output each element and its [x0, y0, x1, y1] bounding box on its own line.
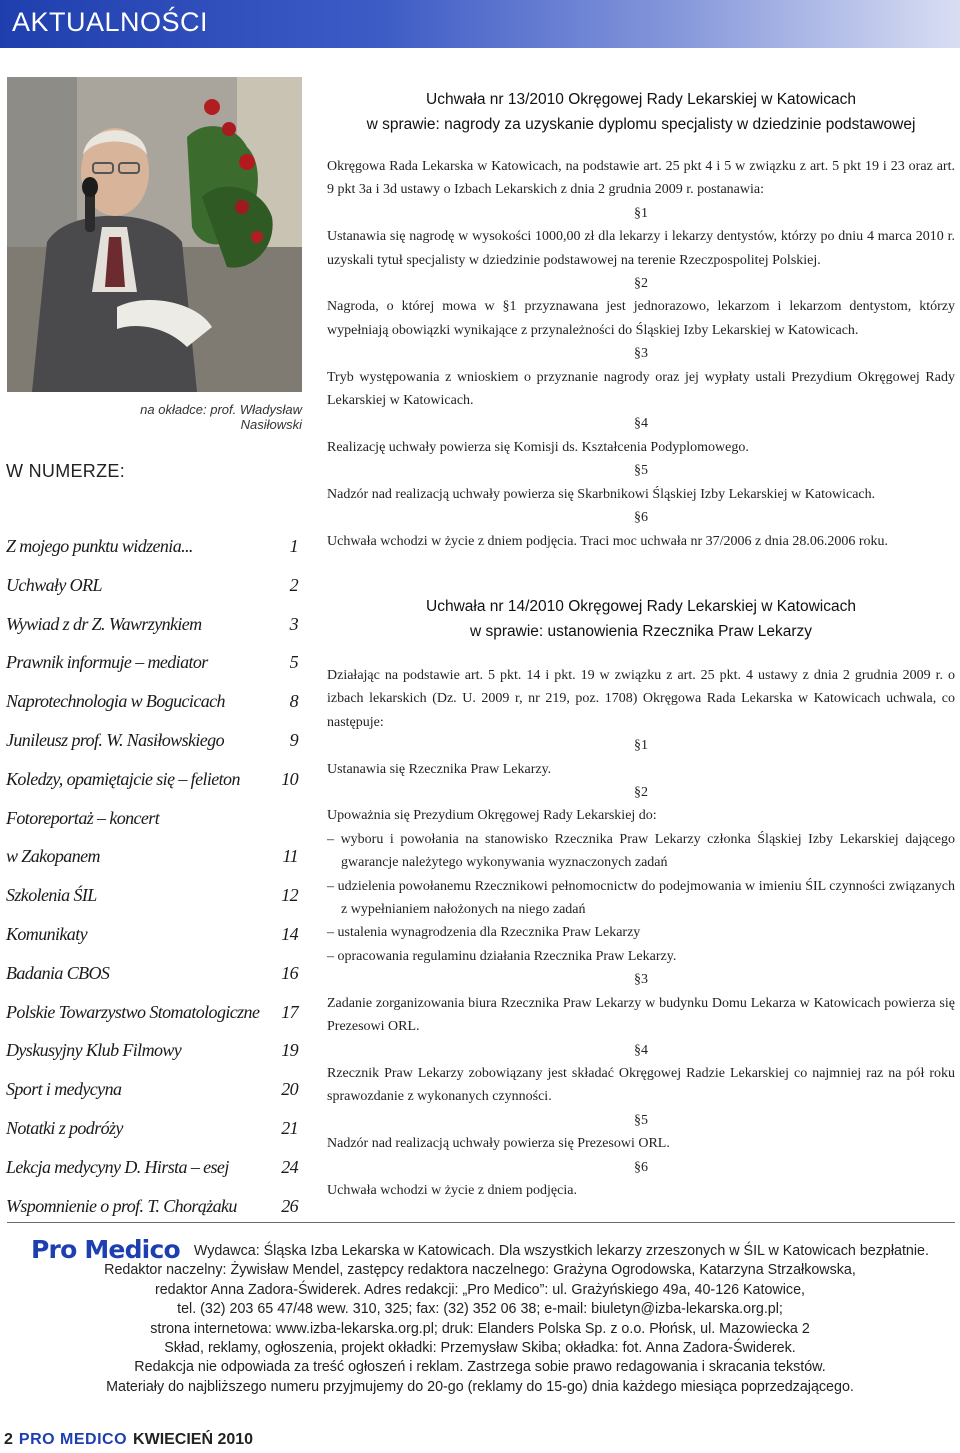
resolution-13: [327, 87, 955, 553]
paragraph-sign: §3: [634, 972, 648, 988]
toc-item-title: Polskie Towarzystwo Stomatologiczne: [6, 1001, 260, 1022]
toc-item-title: Komunikaty: [6, 923, 87, 944]
toc-item-page: 21: [281, 1117, 298, 1138]
toc-item-page: 8: [289, 691, 298, 712]
resolution-title-line: w sprawie: nagrody za uzyskanie dyplomu specjalisty w dziedzinie podstawowej: [366, 116, 916, 133]
resolution-title-line: Uchwała nr 14/2010 Okręgowej Rady Lekarskiej w Katowicach: [426, 598, 856, 615]
toc-item[interactable]: [6, 536, 302, 575]
toc-item-page: 11: [282, 846, 298, 867]
toc-item-title: Koledzy, opamiętajcie się – felieton: [6, 768, 240, 789]
toc-item[interactable]: [6, 1157, 302, 1196]
toc-item-page: 19: [281, 1040, 298, 1061]
magazine-name: PRO MEDICO: [18, 1431, 128, 1448]
resolution-paragraph: Ustanawia się Rzecznika Praw Lekarzy.: [327, 761, 552, 777]
toc-item[interactable]: [6, 1196, 302, 1235]
toc-item-title: Junileusz prof. W. Nasiłowskiego: [6, 729, 224, 750]
divider: [7, 1222, 955, 1223]
list-item: – opracowania regulaminu działania Rzecznika Praw Lekarzy.: [327, 948, 677, 964]
cover-photo: [7, 77, 302, 392]
toc-item-title: Naprotechnologia w Bogucicach: [6, 691, 225, 712]
resolution-paragraph: Nagroda, o której mowa w §1 przyznawana jest jednorazowo, lekarzom i lekarzom dentystom, którzy wypełniają obowiązki wynikające z przynależności do Śląskiej Izby Lekarskiej w Katowicach.: [327, 299, 955, 338]
toc-item[interactable]: [6, 924, 302, 963]
resolution-intro: Okręgowa Rada Lekarska w Katowicach, na podstawie art. 25 pkt 4 i 5 w związku z art. 5 pkt 19 i 23 oraz art. 9 pkt 3a i 3d ustawy o Izbach Lekarskich z dnia 2 grudnia 2009 r. postanawia:: [327, 159, 955, 198]
paragraph-sign: §4: [634, 1042, 648, 1058]
masthead-line: Materiały do najbliższego numeru przyjmujemy do 20-go (reklamy do 15-go) dnia każdego miesiąca poprzedzającego.: [106, 1378, 854, 1395]
toc-item[interactable]: [6, 730, 302, 769]
toc-item-page: 20: [281, 1079, 298, 1100]
paragraph-sign: §4: [634, 416, 648, 432]
toc-item[interactable]: [6, 1118, 302, 1157]
masthead-line: strona internetowa: www.izba-lekarska.org.pl; druk: Elanders Polska Sp. z o.o. Płońsk, ul. Mazowiecka 2: [150, 1320, 810, 1337]
toc-item-page: 14: [281, 923, 298, 944]
masthead-line: redaktor Anna Zadora-Świderek. Adres redakcji: „Pro Medico”: ul. Grażyńskiego 49a, 40-126 Katowice,: [154, 1281, 806, 1298]
toc-item[interactable]: [6, 1079, 302, 1118]
resolution-paragraph: Ustanawia się nagrodę w wysokości 1000,00 zł dla lekarzy i lekarzy dentystów, którzy po dniu 4 marca 2010 r. uzyskali tytuł specjalisty w dziedzinie podstawowej na terenie Rzeczpospolitej Polskiej.: [327, 229, 955, 268]
resolution-paragraph: Uchwała wchodzi w życie z dniem podjęcia. Traci moc uchwała nr 37/2006 z dnia 28.06.2006 roku.: [327, 533, 889, 549]
cover-caption: na okładce: prof. Władysław Nasiłowski: [140, 402, 302, 432]
resolution-14: [327, 594, 955, 1202]
paragraph-sign: §5: [634, 463, 648, 479]
resolution-paragraph: Rzecznik Praw Lekarzy zobowiązany jest składać Okręgowej Radzie Lekarskiej co najmniej raz na pół roku sprawozdanie z wykonanych czynności.: [327, 1065, 955, 1105]
toc-item-title: Wspomnienie o prof. T. Chorążaku: [6, 1195, 237, 1216]
resolution-paragraph: Upoważnia się Prezydium Okręgowej Rady Lekarskiej do:: [327, 808, 657, 824]
resolution-paragraph: Zadanie zorganizowania biura Rzecznika Praw Lekarzy w budynku Domu Lekarza w Katowicach powierza się Prezesowi ORL.: [327, 995, 955, 1035]
toc-item-page: 17: [281, 1001, 298, 1022]
cover-photo-image: [7, 77, 302, 392]
toc-item-page: 1: [289, 536, 298, 556]
masthead: [10, 1235, 950, 1397]
toc-item[interactable]: [6, 614, 302, 653]
paragraph-sign: §6: [634, 510, 648, 526]
toc-item-title: Notatki z podróży: [6, 1117, 123, 1138]
paragraph-sign: §6: [634, 1159, 648, 1175]
resolution-13-title: [327, 87, 955, 137]
section-title: AKTUALNOŚCI: [12, 7, 209, 37]
masthead-line: Redakcja nie odpowiada za treść ogłoszeń i reklam. Zastrzega sobie prawo redagowania i skracania tekstów.: [134, 1359, 826, 1376]
toc-item-page: 2: [289, 574, 298, 595]
list-item: – ustalenia wynagrodzenia dla Rzecznika Praw Lekarzy: [327, 925, 641, 941]
toc-item-page: 10: [281, 768, 298, 789]
toc-item-title: Badania CBOS: [6, 962, 110, 983]
toc-item-page: 12: [281, 885, 298, 906]
page-number: 2: [4, 1431, 13, 1448]
toc-item-page: 26: [281, 1195, 298, 1216]
toc-item[interactable]: [6, 1002, 302, 1041]
paragraph-sign: §3: [634, 346, 648, 362]
section-banner: [0, 0, 960, 48]
contents-heading: W NUMERZE:: [6, 461, 125, 481]
toc-item-page: 5: [289, 652, 298, 673]
table-of-contents: [6, 536, 302, 1234]
toc-item-page: 9: [289, 729, 298, 750]
toc-item-title: Z mojego punktu widzenia...: [6, 536, 193, 556]
toc-item[interactable]: [6, 575, 302, 614]
toc-item-title: Wywiad z dr Z. Wawrzynkiem: [6, 613, 202, 634]
paragraph-sign: §5: [634, 1112, 648, 1128]
issue-date: KWIECIEŃ 2010: [133, 1431, 254, 1448]
toc-item-title: Fotoreportaż – koncert: [6, 807, 160, 828]
brand-logo: Pro Medico: [31, 1235, 180, 1264]
resolution-paragraph: Nadzór nad realizacją uchwały powierza się Prezesowi ORL.: [327, 1136, 670, 1152]
toc-item-title: Szkolenia ŚIL: [6, 885, 97, 906]
paragraph-sign: §1: [634, 738, 648, 754]
resolution-14-title: [327, 594, 955, 644]
paragraph-sign: §2: [634, 785, 648, 801]
toc-item[interactable]: [6, 691, 302, 730]
toc-item-title: Sport i medycyna: [6, 1079, 122, 1100]
list-item: – udzielenia powołanemu Rzecznikowi pełnomocnictw do podejmowania w imieniu ŚIL czynności związanych z wypełnianiem nałożonych na niego zadań: [327, 878, 955, 918]
resolution-title-line: w sprawie: ustanowienia Rzecznika Praw Lekarzy: [469, 623, 812, 640]
resolution-paragraph: Tryb występowania z wnioskiem o przyznanie nagrody oraz jej wypłaty ustali Prezydium Okręgowej Rady Lekarskiej w Katowicach.: [327, 369, 955, 409]
resolution-paragraph: Uchwała wchodzi w życie z dniem podjęcia.: [327, 1182, 577, 1198]
toc-item[interactable]: [6, 652, 302, 691]
toc-item-title: w Zakopanem: [6, 846, 100, 867]
toc-item[interactable]: [6, 769, 302, 808]
toc-item-title: Lekcja medycyny D. Hirsta – esej: [6, 1156, 229, 1177]
toc-item[interactable]: [6, 963, 302, 1002]
toc-item-title: Uchwały ORL: [6, 574, 102, 595]
page-footer: [4, 1431, 253, 1449]
toc-item-page: 3: [289, 613, 298, 634]
toc-item[interactable]: [6, 1040, 302, 1079]
toc-item-page: 16: [281, 962, 298, 983]
masthead-line: Redaktor naczelny: Żywisław Mendel, zastępcy redaktora naczelnego: Grażyna Ogrodowska, Katarzyna Strzałkowska,: [104, 1262, 856, 1279]
paragraph-sign: §1: [634, 205, 648, 221]
resolution-intro: Działając na podstawie art. 5 pkt. 14 i pkt. 19 w związku z art. 25 pkt. 4 ustawy z dnia 2 grudnia 2009 r. o izbach lekarskich (Dz. U. 2009 r, nr 219, poz. 1708) Okręgowa Rada Lekarska w Katowicach uchwala, co następuje:: [327, 668, 955, 730]
toc-item-title: Dyskusyjny Klub Filmowy: [6, 1040, 182, 1061]
paragraph-sign: §2: [634, 276, 648, 292]
masthead-line: tel. (32) 203 65 47/48 wew. 310, 325; fax: (32) 352 06 38; e-mail: biuletyn@izba-lekarska.org.pl;: [177, 1301, 783, 1318]
masthead-line: Skład, reklamy, ogłoszenia, projekt okładki: Przemysław Skiba; okładka: fot. Anna Zadora-Świderek.: [164, 1340, 796, 1357]
list-item: – wyboru i powołania na stanowisko Rzecznika Praw Lekarzy członka Śląskiej Izby Lekarskiej dającego gwarancje należytego wykonywania wyznaczonych zadań: [327, 831, 955, 871]
resolution-paragraph: Nadzór nad realizacją uchwały powierza się Skarbnikowi Śląskiej Izby Lekarskiej w Katowicach.: [327, 486, 876, 502]
toc-item-page: 24: [281, 1156, 298, 1177]
toc-item[interactable]: [6, 808, 302, 847]
resolution-title-line: Uchwała nr 13/2010 Okręgowej Rady Lekarskiej w Katowicach: [426, 91, 856, 108]
toc-item[interactable]: [6, 846, 302, 885]
toc-item[interactable]: [6, 885, 302, 924]
resolution-paragraph: Realizację uchwały powierza się Komisji ds. Kształcenia Podyplomowego.: [327, 439, 749, 455]
toc-item-title: Prawnik informuje – mediator: [6, 652, 208, 673]
masthead-line: Wydawca: Śląska Izba Lekarska w Katowicach. Dla wszystkich lekarzy zrzeszonych w ŚIL w Katowicach bezpłatnie.: [193, 1243, 929, 1259]
